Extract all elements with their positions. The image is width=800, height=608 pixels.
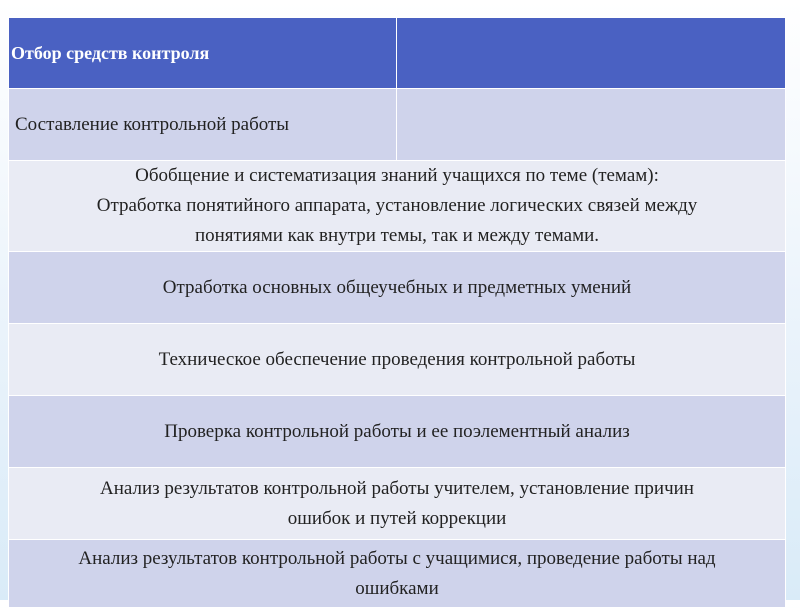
row1-cell-left: Составление контрольной работы [9, 89, 397, 161]
plan-table [8, 17, 786, 608]
table-row [9, 324, 786, 396]
header-cell-left: Отбор средств контроля [9, 18, 397, 89]
cell-line: Техническое обеспечение проведения контрольной работы [158, 348, 636, 370]
table-row [9, 468, 786, 540]
cell-line: Отработка основных общеучебных и предметных умений [162, 276, 632, 298]
cell-line: Обобщение и систематизация знаний учащихся по теме (темам): [135, 165, 659, 186]
merged-cell [9, 540, 786, 608]
merged-cell [9, 252, 786, 324]
row1-cell-right [397, 89, 786, 161]
merged-cell [9, 468, 786, 540]
cell-line: Анализ результатов контрольной работы учителем, установление причин [100, 477, 694, 499]
table-row [9, 540, 786, 608]
cell-line: понятиями как внутри темы, так и между темами. [194, 225, 600, 246]
merged-cell [9, 161, 786, 252]
cell-line: Отработка понятийного аппарата, установление логических связей между [96, 195, 698, 216]
merged-cell [9, 324, 786, 396]
table-row [9, 252, 786, 324]
table-row [9, 396, 786, 468]
header-cell-right [397, 18, 786, 89]
table-header-row [9, 18, 786, 89]
table-row [9, 89, 786, 161]
table-row [9, 161, 786, 252]
cell-line: Анализ результатов контрольной работы с учащимися, проведение работы над [78, 547, 716, 569]
merged-cell [9, 396, 786, 468]
cell-line: Проверка контрольной работы и ее поэлементный анализ [164, 420, 630, 442]
cell-line: ошибок и путей коррекции [287, 507, 507, 529]
cell-line: ошибками [355, 577, 439, 599]
